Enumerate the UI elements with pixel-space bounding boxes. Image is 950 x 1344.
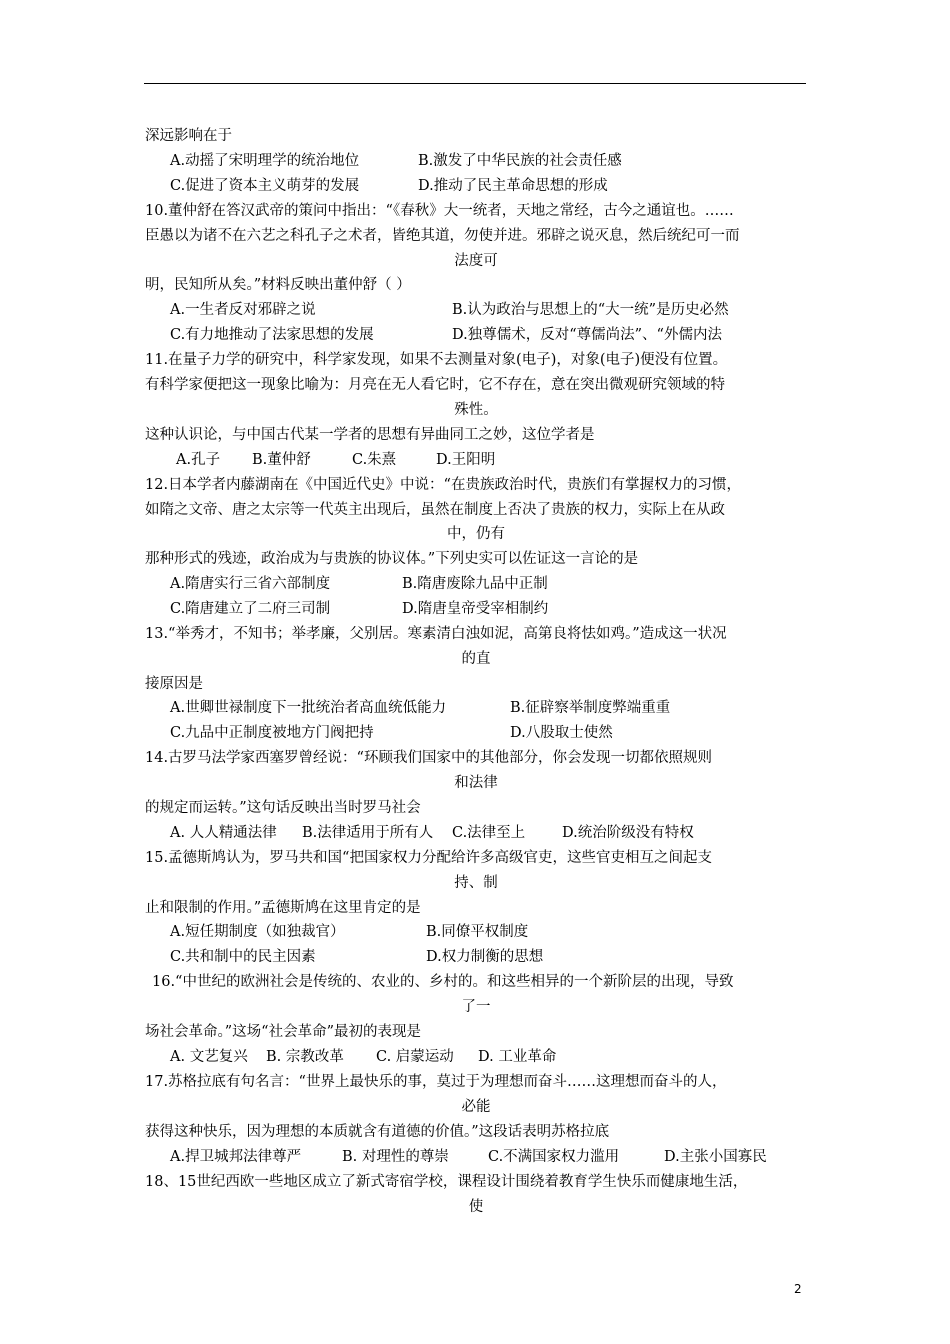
q12-option-b[interactable]: B.隋唐废除九品中正制 [402,576,548,592]
q15-stem-line-1: 15.孟德斯鸠认为，罗马共和国“把国家权力分配给许多高级官吏，这些官吏相互之间起支 [145,850,712,866]
q10-options-row-2 [170,325,722,345]
q9-options-row-2 [170,176,608,196]
q14-stem-line-3: 的规定而运转。”这句话反映出当时罗马社会 [145,800,421,816]
q13-option-d[interactable]: D.八股取士使然 [510,725,613,741]
q16-options-row [170,1047,556,1067]
q17-stem-line-1: 17.苏格拉底有句名言：“世界上最快乐的事，莫过于为理想而奋斗……这理想而奋斗的人， [145,1074,727,1090]
q9-stem-tail: 深远影响在于 [145,128,232,144]
q10-stem-line-4: 明，民知所从矣。”材料反映出董仲舒（ ） [145,277,411,293]
q9-option-c[interactable]: C.促进了资本主义萌芽的发展 [170,178,360,194]
q12-option-a[interactable]: A.隋唐实行三省六部制度 [170,576,331,592]
q10-stem-line-3: 法度可 [454,253,498,269]
q14-stem-line-2: 和法律 [454,775,498,791]
q10-option-d[interactable]: D.独尊儒术，反对“尊儒尚法”、“外儒内法 [452,327,722,343]
q16-stem-line-1: 16.“中世纪的欧洲社会是传统的、农业的、乡村的。和这些相异的一个新阶层的出现，导致 [152,974,734,990]
q14-options-row [170,823,694,843]
q17-stem-line-3: 获得这种快乐，因为理想的本质就含有道德的价值。”这段话表明苏格拉底 [145,1124,610,1140]
q11-stem-line-4: 这种认识论，与中国古代某一学者的思想有异曲同工之妙，这位学者是 [145,427,595,443]
q15-option-c[interactable]: C.共和制中的民主因素 [170,949,316,965]
q12-options-row-1 [170,574,548,594]
q13-option-c[interactable]: C.九品中正制度被地方门阀把持 [170,725,374,741]
q10-options-row-1 [170,300,729,320]
q13-stem-line-3: 接原因是 [145,676,203,692]
q14-stem-line-1: 14.古罗马法学家西塞罗曾经说：“环顾我们国家中的其他部分，你会发现一切都依照规则 [145,750,712,766]
q14-option-a[interactable]: A. 人人精通法律 [170,825,277,841]
q10-stem-line-2: 臣愚以为诸不在六艺之科孔子之术者，皆绝其道，勿使并进。邪辟之说灭息，然后统纪可一而 [145,228,740,244]
q9-option-b[interactable]: B.激发了中华民族的社会责任感 [418,153,622,169]
q12-stem-line-4: 那种形式的残迹，政治成为与贵族的协议体。”下列史实可以佐证这一言论的是 [145,551,639,567]
q13-options-row-2 [170,723,613,743]
q13-stem-line-1: 13.“举秀才，不知书；举孝廉，父别居。寒素清白浊如泥，高第良将怯如鸡。”造成这一状况 [145,626,727,642]
q10-option-a[interactable]: A.一生者反对邪辟之说 [170,302,316,318]
q11-option-a[interactable]: A.孔子 [176,452,221,468]
q16-option-c[interactable]: C. 启蒙运动 [376,1049,454,1065]
q13-stem-line-2: 的直 [461,651,491,667]
q16-option-b[interactable]: B. 宗教改革 [266,1049,344,1065]
q17-option-a[interactable]: A.捍卫城邦法律尊严 [170,1149,302,1165]
q15-option-a[interactable]: A.短任期制度（如独裁官） [170,924,345,940]
q10-option-c[interactable]: C.有力地推动了法家思想的发展 [170,327,374,343]
q13-option-b[interactable]: B.征辟察举制度弊端重重 [510,700,671,716]
q16-stem-line-3: 场社会革命。”这场“社会革命”最初的表现是 [145,1024,421,1040]
q11-stem-line-1: 11.在量子力学的研究中，科学家发现，如果不去测量对象(电子)，对象(电子)便没有位置。 [145,352,728,368]
q9-option-a[interactable]: A.动摇了宋明理学的统治地位 [170,153,360,169]
q13-option-a[interactable]: A.世卿世禄制度下一批统治者高血统低能力 [170,700,447,716]
q12-stem-line-3: 中，仍有 [447,526,505,542]
q11-options-row [176,450,495,470]
q17-option-c[interactable]: C.不满国家权力滥用 [488,1149,620,1165]
q16-option-a[interactable]: A. 文艺复兴 [170,1049,248,1065]
q17-options-row [170,1147,767,1167]
q9-option-d[interactable]: D.推动了民主革命思想的形成 [418,178,608,194]
q11-stem-line-2: 有科学家便把这一现象比喻为：月亮在无人看它时，它不存在，意在突出微观研究领域的特 [145,377,725,393]
q15-stem-line-2: 持、制 [454,875,498,891]
q18-stem-line-2: 使 [468,1199,484,1215]
q16-stem-line-2: 了一 [461,999,491,1015]
q17-option-b[interactable]: B. 对理性的尊崇 [342,1149,449,1165]
q14-option-b[interactable]: B.法律适用于所有人 [302,825,434,841]
q12-option-c[interactable]: C.隋唐建立了二府三司制 [170,601,331,617]
q11-stem-line-3: 殊性。 [454,402,498,418]
q17-option-d[interactable]: D.主张小国寡民 [664,1149,767,1165]
header-rule [144,83,806,84]
q11-option-b[interactable]: B.董仲舒 [252,452,311,468]
q12-stem-line-1: 12.日本学者内藤湖南在《中国近代史》中说：“在贵族政治时代，贵族们有掌握权力的习惯， [145,477,741,493]
q16-option-d[interactable]: D. 工业革命 [478,1049,557,1065]
q14-option-c[interactable]: C.法律至上 [452,825,526,841]
q12-option-d[interactable]: D.隋唐皇帝受宰相制约 [402,601,549,617]
q11-option-c[interactable]: C.朱熹 [352,452,397,468]
q13-options-row-1 [170,698,670,718]
q12-options-row-2 [170,599,548,619]
q14-option-d[interactable]: D.统治阶级没有特权 [562,825,694,841]
q9-options-row-1 [170,151,622,171]
q11-option-d[interactable]: D.王阳明 [436,452,496,468]
q18-stem-line-1: 18、15世纪西欧一些地区成立了新式寄宿学校，课程设计围绕着教育学生快乐而健康地生活， [145,1174,748,1190]
q10-option-b[interactable]: B.认为政治与思想上的“大一统”是历史必然 [452,302,729,318]
q15-options-row-2 [170,947,543,967]
q15-stem-line-3: 止和限制的作用。”孟德斯鸠在这里肯定的是 [145,900,421,916]
page-number: 2 [794,1282,802,1296]
q15-option-b[interactable]: B.同僚平权制度 [426,924,529,940]
q15-options-row-1 [170,922,528,942]
q12-stem-line-2: 如隋之文帝、唐之太宗等一代英主出现后，虽然在制度上否决了贵族的权力，实际上在从政 [145,502,725,518]
q17-stem-line-2: 必能 [461,1099,491,1115]
q10-stem-line-1: 10.董仲舒在答汉武帝的策问中指出：“《春秋》大一统者，天地之常经，古今之通谊也。…… [145,203,734,219]
q15-option-d[interactable]: D.权力制衡的思想 [426,949,544,965]
